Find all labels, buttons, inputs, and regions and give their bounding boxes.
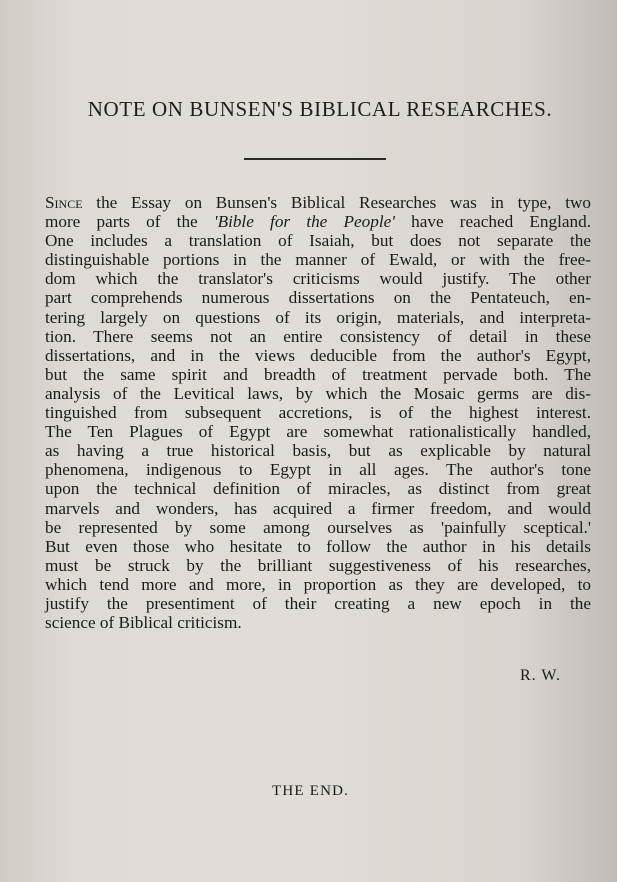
text-line: phenomena, indigenous to Egypt in all ages. The author's tone: [45, 460, 591, 480]
text-line: tinguished from subsequent accretions, is of the highest interest.: [45, 403, 591, 423]
text-line: tering largely on questions of its origin, materials, and interpreta-: [45, 307, 591, 327]
text-line: distinguishable portions in the manner of Ewald, or with the free-: [45, 250, 591, 270]
text-line: But even those who hesitate to follow the author in his details: [45, 536, 591, 556]
heading-divider: [244, 158, 386, 160]
author-initials: R. W.: [520, 667, 562, 684]
text-line: be represented by some among ourselves as 'painfully sceptical.': [45, 517, 591, 537]
text-line-content: more parts of the: [45, 212, 214, 232]
text-line: tion. There seems not an entire consistency of detail in these: [45, 326, 591, 346]
the-end-label: THE END.: [272, 783, 350, 799]
text-line: but the same spirit and breadth of treatment pervade both. The: [45, 364, 591, 384]
text-line: justify the presentiment of their creating a new epoch in the: [45, 593, 591, 613]
book-title-italic: 'Bible for the People': [213, 212, 395, 232]
text-line: upon the technical definition of miracles, as distinct from great: [45, 479, 591, 499]
note-paragraph: [45, 193, 591, 632]
text-line-content: have reached England.: [394, 212, 591, 232]
text-line-content: the Essay on Bunsen's Biblical Researches was in type, two: [82, 193, 591, 212]
drop-word: Since: [45, 193, 83, 212]
text-line: The Ten Plagues of Egypt are somewhat rationalistically handled,: [45, 422, 591, 442]
text-line: which tend more and more, in proportion as they are developed, to: [45, 574, 591, 594]
text-line: science of Biblical criticism.: [45, 613, 242, 633]
text-line: One includes a translation of Isaiah, but does not separate the: [45, 231, 591, 251]
text-line: dissertations, and in the views deducible from the author's Egypt,: [45, 345, 591, 365]
text-line: part comprehends numerous dissertations on the Pentateuch, en-: [45, 288, 591, 308]
text-line: dom which the translator's criticisms would justify. The other: [45, 269, 591, 289]
text-line: as having a true historical basis, but as explicable by natural: [45, 441, 591, 461]
text-line: analysis of the Levitical laws, by which the Mosaic germs are dis-: [45, 383, 591, 403]
page-heading: NOTE ON BUNSEN'S BIBLICAL RESEARCHES.: [87, 97, 553, 121]
text-line: [45, 193, 591, 212]
text-line: [45, 212, 591, 231]
text-line: marvels and wonders, has acquired a firmer freedom, and would: [45, 498, 591, 518]
text-line: must be struck by the brilliant suggestiveness of his researches,: [45, 555, 591, 575]
